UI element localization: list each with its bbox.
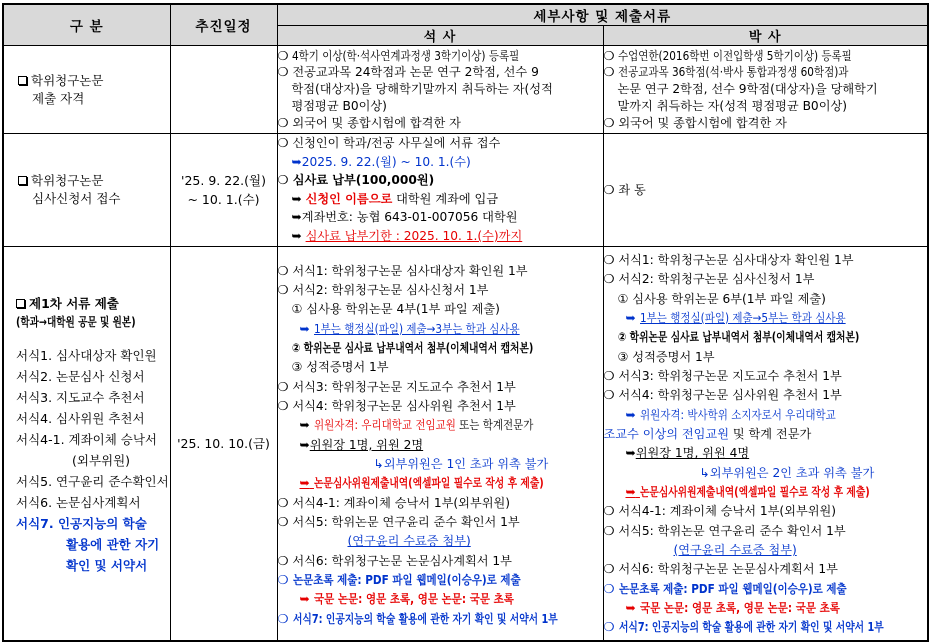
circle-bullet-icon: ❍ [277,379,289,394]
row-first-submission [3,246,928,641]
header-master: 석 사 [277,26,603,46]
master-eligibility: ❍ 4학기 이상(학·석사연계과정생 3학기이상) 등록필 ❍ 전공교과목 24학점과 논문 연구 2학점, 선수 9 학점(대상자)을 당해학기말까지 취득하는 자(성적 평점평균 B0이상) ❍ 외국어 및 종합시험에 합격한 자 [277,46,603,134]
header-details: 세부사항 및 제출서류 [277,4,928,26]
circle-bullet-icon: ❍ [603,65,615,80]
arrow-icon: ➥ [625,407,636,422]
hook-arrow-icon: ↳ [699,465,710,480]
arrow-icon: ➥ [299,321,310,336]
checkbox-bullet-icon [18,176,27,185]
arrow-icon: ➥ [291,210,302,225]
category-application: 학위청구논문 심사신청서 접수 [3,134,170,247]
circle-bullet-icon: ❍ [277,115,289,130]
arrow-icon: ➥ [291,228,302,243]
circle-bullet-icon: ❍ [603,620,615,635]
circle-bullet-icon: ❍ [603,581,615,596]
circle-bullet-icon: ❍ [603,562,615,577]
circle-bullet-icon: ❍ [277,48,289,63]
arrow-icon: ➥ [625,485,636,499]
circle-bullet-icon: ❍ [277,553,289,568]
circle-bullet-icon: ❍ [603,523,615,538]
arrow-icon: ➥ [625,601,636,616]
date-application: '25. 9. 22.(월) ~ 10. 1.(수) [170,134,277,247]
arrow-icon: ➥ [291,191,302,206]
category-eligibility: 학위청구논문 제출 자격 [3,46,170,134]
arrow-icon: ➥ [291,154,302,169]
arrow-icon: ➥ [299,476,310,491]
circle-bullet-icon: ❍ [277,282,289,297]
circle-bullet-icon: ❍ [277,173,289,188]
circle-bullet-icon: ❍ [277,573,289,588]
circle-bullet-icon: ❍ [603,388,615,403]
checkbox-bullet-icon [18,76,27,85]
circle-bullet-icon: ❍ [277,136,289,150]
circle-bullet-icon: ❍ [603,252,615,267]
doctor-first-submission: ❍ 서식1: 학위청구논문 심사대상자 확인원 1부 ❍ 서식2: 학위청구논문 심사신청서 1부 ① 심사용 학위논문 6부(1부 파일 제출) ➥ 1부는 행정실(파일) 제출→5부는 학과 심사용 ② 학위논문 심사료 납부내역서 첨부(이체내역서 캡처본) ③ 성적증명서 1부 ❍ 서식3: 학위청구논문 지도교수 추천서 1부 ❍ 서식4: 학위청구논문 심사위원 추천서 1부 ➥ 위원자격: 박사학위 소지자로서 우리대학교 조교수 이상의 전임교원 및 학계 전문가 ➥위원장 1명, 위원 4명 ↳외부위원은 2인 초과 위촉 불가 ➥ 논문심사위원제출내역(엑셀파일 필수로 작성 후 제출) ❍ 서식4-1: 계좌이체 승낙서 1부(외부위원) ❍ 서식5: 학위논문 연구윤리 준수 확인서 1부 (연구윤리 수료증 첨부) ❍ 서식6: 학위청구논문 논문심사계획서 1부 ❍ 논문초록 제출: PDF 파일 웹메일(이승우)로 제출 ➥ 국문 논문: 영문 초록, 영문 논문: 국문 초록 ❍ 서식7: 인공지능의 학술 활용에 관한 자기 확인 및 서약서 1부 [603,246,928,641]
date-eligibility [170,46,277,134]
master-first-submission: ❍ 서식1: 학위청구논문 심사대상자 확인원 1부 ❍ 서식2: 학위청구논문 심사신청서 1부 ① 심사용 학위논문 4부(1부 파일 제출) ➥ 1부는 행정실(파일) 제출→3부는 학과 심사용 ② 학위논문 심사료 납부내역서 첨부(이체내역서 캡처본) ③ 성적증명서 1부 ❍ 서식3: 학위청구논문 지도교수 추천서 1부 ❍ 서식4: 학위청구논문 심사위원 추천서 1부 ➥ 위원자격: 우리대학교 전임교원 또는 학계전문가 ➥위원장 1명, 위원 2명 ↳외부위원은 1인 초과 위촉 불가 ➥ 논문심사위원제출내역(엑셀파일 필수로 작성 후 제출) ❍ 서식4-1: 계좌이체 승낙서 1부(외부위원) ❍ 서식5: 학위논문 연구윤리 준수 확인서 1부 (연구윤리 수료증 첨부) ❍ 서식6: 학위청구논문 논문심사계획서 1부 ❍ 논문초록 제출: PDF 파일 웹메일(이승우)로 제출 ➥ 국문 논문: 영문 초록, 영문 논문: 국문 초록 ❍ 서식7: 인공지능의 학술 활용에 관한 자기 확인 및 서약서 1부 [277,246,603,641]
circle-bullet-icon: ❍ [603,504,615,519]
category-first-submission: 제1차 서류 제출 (학과→대학원 공문 및 원본) 서식1. 심사대상자 확인원 서식2. 논문심사 신청서 서식3. 지도교수 추천서 서식4. 심사위원 추천서 서식4-1. 계좌이체 승낙서 (외부위원) 서식5. 연구윤리 준수확인서 서식6. 논문심사계획서 서식7. 인공지능의 학술 활용에 관한 자기 확인 및 서약서 [3,246,170,641]
schedule-table [2,3,929,642]
arrow-icon: ➥ [299,437,310,452]
hook-arrow-icon: ↳ [373,456,384,471]
circle-bullet-icon: ❍ [603,183,615,198]
doctor-eligibility: ❍ 수업연한(2016학번 이전입학생 5학기이상) 등록필 ❍ 전공교과목 36학점(석·박사 통합과정생 60학점)과 논문 연구 2학점, 선수 9학점(대상자)을 당해학기 말까지 취득하는 자(성적 평점평균 B0이상) ❍ 외국어 및 종합시험에 합격한 자 [603,46,928,134]
header-doctor: 박 사 [603,26,928,46]
circle-bullet-icon: ❍ [277,495,289,510]
checkbox-bullet-icon [16,299,25,308]
doctor-application: ❍ 좌 동 [603,134,928,247]
circle-bullet-icon: ❍ [277,263,289,278]
arrow-icon: ➥ [625,446,636,461]
circle-bullet-icon: ❍ [277,515,289,530]
circle-bullet-icon: ❍ [603,48,615,63]
date-first-submission: '25. 10. 10.(금) [170,246,277,641]
circle-bullet-icon: ❍ [277,398,289,413]
arrow-icon: ➥ [299,592,310,607]
arrow-icon: ➥ [299,418,310,433]
row-application [3,134,928,247]
circle-bullet-icon: ❍ [277,65,289,80]
circle-bullet-icon: ❍ [603,115,615,130]
header-schedule: 추진일정 [170,4,277,46]
circle-bullet-icon: ❍ [603,368,615,383]
row-eligibility [3,46,928,134]
circle-bullet-icon: ❍ [277,611,289,626]
header-category: 구 분 [3,4,170,46]
master-application: ❍ 신청인이 학과/전공 사무실에 서류 접수 ➥2025. 9. 22.(월) ~ 10. 1.(수) ❍ 심사료 납부(100,000원) ➥ 신청인 이름으로 대학원 계좌에 입금 ➥계좌번호: 농협 643-01-007056 대학원 ➥ 심사료 납부기한 : 2025. 10. 1.(수)까지 [277,134,603,247]
arrow-icon: ➥ [625,310,636,325]
circle-bullet-icon: ❍ [603,272,615,287]
